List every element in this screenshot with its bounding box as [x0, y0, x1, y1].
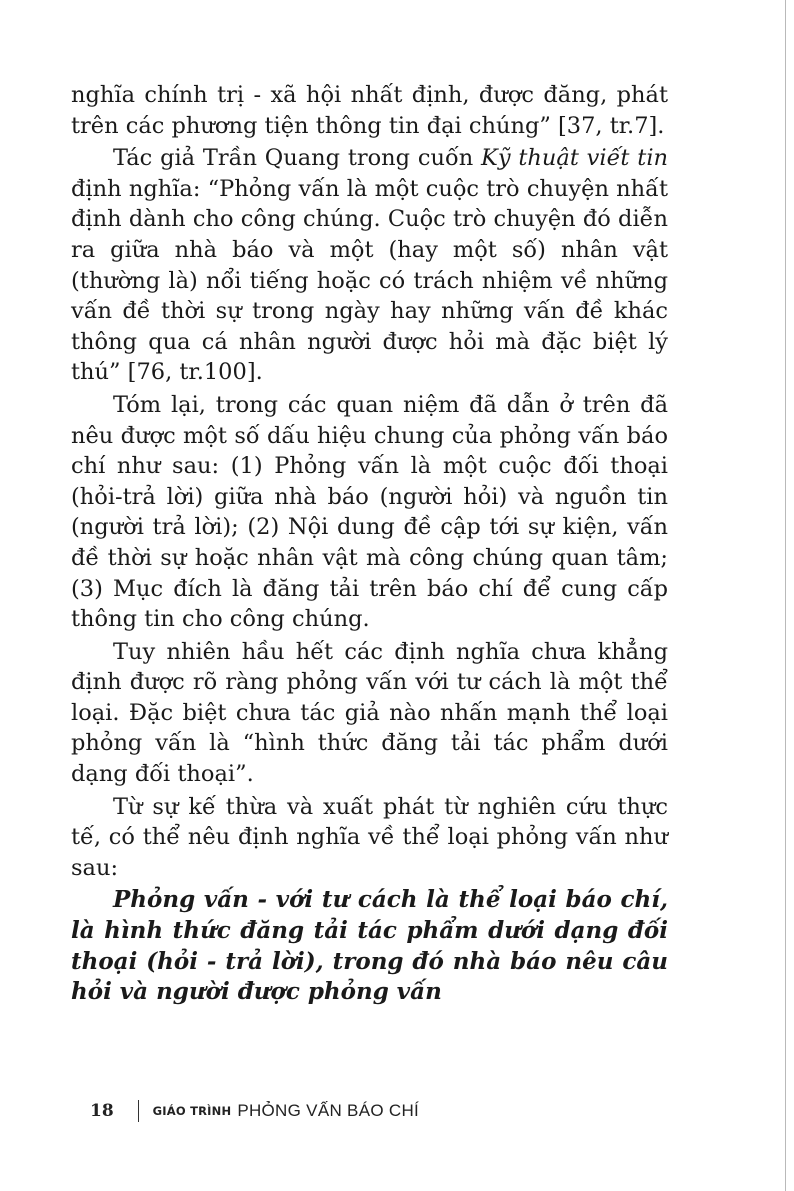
- paragraph-2-before: Tác giả Trần Quang trong cuốn: [113, 145, 482, 172]
- page-footer: [90, 1098, 419, 1124]
- paragraph-3: Tóm lại, trong các quan niệm đã dẫn ở trên đã nêu được một số dấu hiệu chung của phỏng vấn báo chí như sau: (1) Phỏng vấn là một cuộc đối thoại (hỏi-trả lời) giữa nhà báo (người hỏi) và nguồn tin (người trả lời); (2) Nội dung đề cập tới sự kiện, vấn đề thời sự hoặc nhân vật mà công chúng quan tâm; (3) Mục đích là đăng tải trên báo chí để cung cấp thông tin cho công chúng.: [71, 391, 668, 633]
- body-text: [71, 80, 668, 1008]
- definition-paragraph: Phỏng vấn - với tư cách là thể loại báo chí, là hình thức đăng tải tác phẩm dưới dạng đối thoại (hỏi - trả lời), trong đó nhà báo nêu câu hỏi và người được phỏng vấn: [71, 886, 668, 1006]
- paragraph-1: nghĩa chính trị - xã hội nhất định, được đăng, phát trên các phương tiện thông tin đại chúng” [37, tr.7].: [71, 82, 668, 139]
- footer-divider: [138, 1100, 139, 1122]
- footer-book-title: PHỎNG VẤN BÁO CHÍ: [237, 1101, 420, 1120]
- paragraph-2: [71, 143, 668, 388]
- paragraph-4: Tuy nhiên hầu hết các định nghĩa chưa khẳng định được rõ ràng phỏng vấn với tư cách là một thể loại. Đặc biệt chưa tác giả nào nhấn mạnh thể loại phỏng vấn là “hình thức đăng tải tác phẩm dưới dạng đối thoại”.: [71, 638, 668, 788]
- page-edge-line: [785, 0, 786, 1191]
- footer-series-label: GIÁO TRÌNH: [152, 1104, 232, 1118]
- page-number: 18: [90, 1101, 114, 1121]
- paragraph-2-after: định nghĩa: “Phỏng vấn là một cuộc trò chuyện nhất định dành cho công chúng. Cuộc trò chuyện đó diễn ra giữa nhà báo và một (hay một số) nhân vật (thường là) nổi tiếng hoặc có trách nhiệm về những vấn đề thời sự trong ngày hay những vấn đề khác thông qua cá nhân người được hỏi mà đặc biệt lý thú” [76, tr.100].: [71, 175, 668, 386]
- book-title: Kỹ thuật viết tin: [481, 145, 669, 172]
- paragraph-5: Từ sự kế thừa và xuất phát từ nghiên cứu thực tế, có thể nêu định nghĩa về thể loại phỏng vấn như sau:: [71, 793, 668, 881]
